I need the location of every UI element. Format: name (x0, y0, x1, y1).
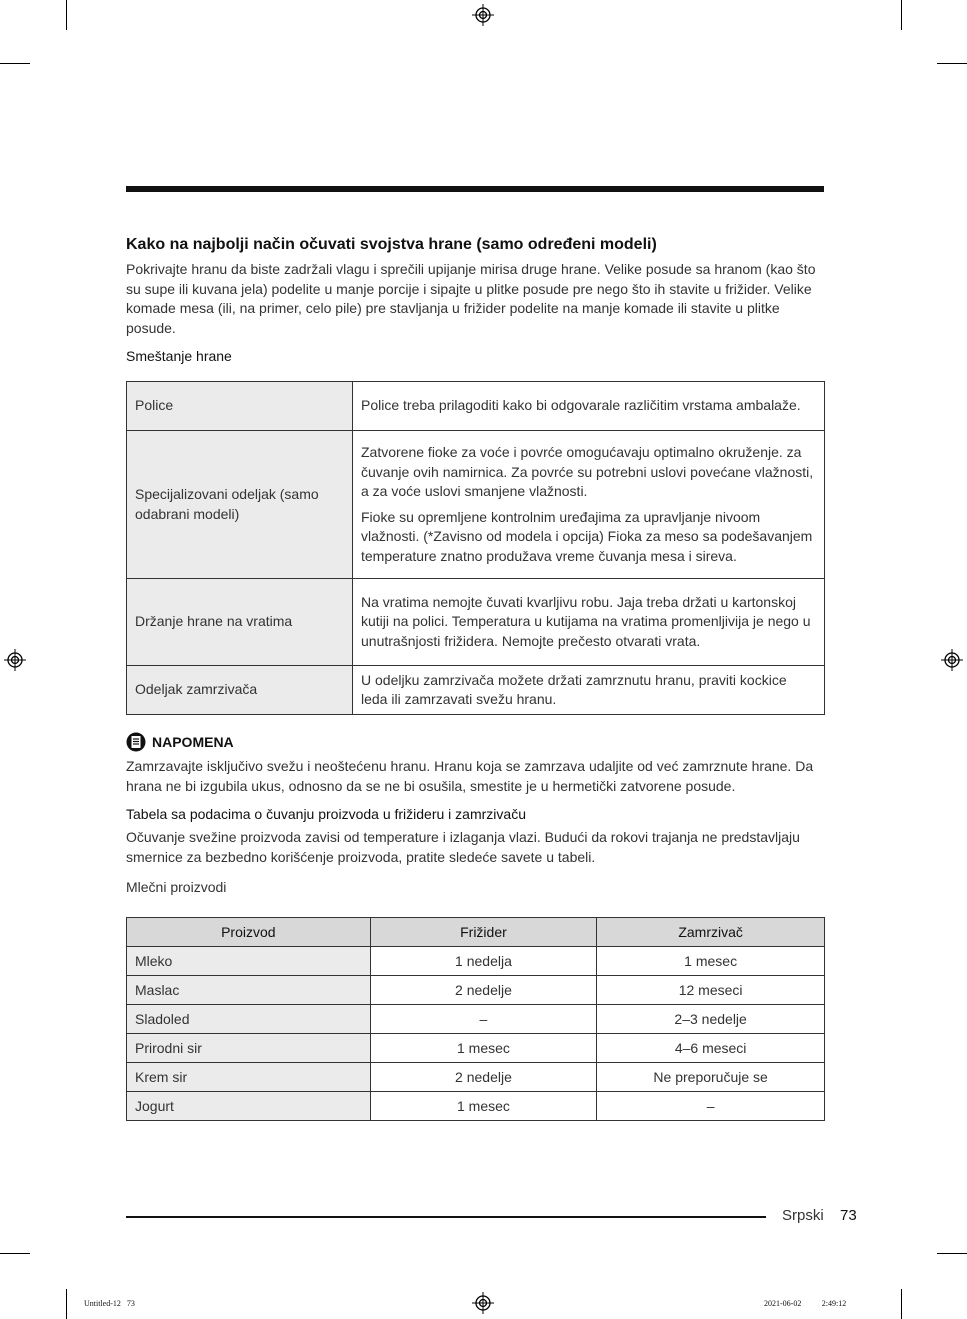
product-cell: Maslac (127, 976, 371, 1005)
crop-mark (937, 1253, 967, 1254)
column-header: Proizvod (127, 918, 371, 947)
freezer-cell: 4–6 meseci (597, 1034, 825, 1063)
freezer-cell: Ne preporučuje se (597, 1063, 825, 1092)
crop-mark (0, 63, 30, 64)
row-value: U odeljku zamrzivača možete držati zamrznutu hranu, praviti kockice leda ili zamrzavati svežu hranu. (353, 666, 825, 715)
note-icon (126, 732, 146, 752)
product-cell: Sladoled (127, 1005, 371, 1034)
row-key: Police (127, 382, 353, 431)
fridge-cell: – (370, 1005, 597, 1034)
product-cell: Prirodni sir (127, 1034, 371, 1063)
placement-title: Smeštanje hrane (126, 348, 232, 364)
crop-mark (901, 0, 902, 30)
row-key: Držanje hrane na vratima (127, 579, 353, 666)
slug-right: 2021-06-02 ￿￿ 2:49:12 (764, 1299, 847, 1308)
registration-mark-icon (4, 649, 26, 671)
table-row (127, 976, 825, 1005)
row-value: Police treba prilagoditi kako bi odgovarale različitim vrstama ambalaže. (353, 382, 825, 431)
registration-mark-icon (472, 1292, 494, 1314)
registration-mark-icon (472, 4, 494, 26)
crop-mark (901, 1289, 902, 1319)
section-heading: Kako na najbolji način očuvati svojstva hrane (samo određeni modeli) (126, 236, 657, 253)
storage-title: Tabela sa podacima o čuvanju proizvoda u frižideru i zamrzivaču (126, 806, 526, 822)
freezer-cell: 2–3 nedelje (597, 1005, 825, 1034)
freezer-cell: 1 mesec (597, 947, 825, 976)
note-label: NAPOMENA (152, 734, 234, 750)
dairy-table (126, 917, 825, 1121)
row-value: Na vratima nemojte čuvati kvarljivu robu. Jaja treba držati u kartonskoj kutiji na polici. Temperatura u kutijama na vratima promenljivija je nego u unutrašnjosti frižidera. Nemojte prečesto otvarati vrata. (353, 579, 825, 666)
column-header: Frižider (370, 918, 597, 947)
placement-table (126, 381, 825, 715)
table-row (127, 1092, 825, 1121)
fridge-cell: 1 mesec (370, 1092, 597, 1121)
freezer-cell: 12 meseci (597, 976, 825, 1005)
storage-intro: Očuvanje svežine proizvoda zavisi od temperature i izlaganja vlazi. Budući da rokovi trajanja ne predstavljaju smernice za bezbedno korišćenje proizvoda, pratite sledeće savete u tabeli. (126, 829, 800, 865)
footer-rule (126, 1216, 766, 1218)
fridge-cell: 1 mesec (370, 1034, 597, 1063)
crop-mark (0, 1253, 30, 1254)
crop-mark (66, 0, 67, 30)
dairy-title: Mlečni proizvodi (126, 879, 227, 895)
table-row (127, 1063, 825, 1092)
slug-left: Untitled-12 73 (84, 1299, 135, 1308)
note-text: Zamrzavajte isključivo svežu i neoštećenu hranu. Hranu koja se zamrzava udaljite od već zamrznute hrane. Da hrana ne bi izgubila ukus, odnosno da se ne bi osušila, smestite je u hermetički zatvorene posude. (126, 758, 814, 794)
table-row (127, 1005, 825, 1034)
crop-mark (937, 63, 967, 64)
freezer-cell: – (597, 1092, 825, 1121)
fridge-cell: 2 nedelje (370, 976, 597, 1005)
note-header (126, 732, 234, 752)
product-cell: Mleko (127, 947, 371, 976)
table-row (127, 666, 825, 715)
fridge-cell: 1 nedelja (370, 947, 597, 976)
table-row (127, 431, 825, 579)
table-row (127, 1034, 825, 1063)
table-header-row (127, 918, 825, 947)
column-header: Zamrzivač (597, 918, 825, 947)
crop-mark (66, 1289, 67, 1319)
table-row (127, 382, 825, 431)
footer-language: Srpski (782, 1207, 824, 1224)
product-cell: Krem sir (127, 1063, 371, 1092)
top-rule (126, 186, 824, 192)
intro-paragraph: Pokrivajte hranu da biste zadržali vlagu i sprečili upijanje mirisa druge hrane. Velike posude sa hranom (kao što su supe ili kuvana jela) podelite u manje porcije i sipajte u plitke posude pre nego što ih stavite u frižider. Velike komade mesa (ili, na primer, celo pile) pre stavljanja u frižider podelite na manje komade ili stavite u plitke posude. (126, 261, 816, 336)
row-key: Specijalizovani odeljak (samo odabrani modeli) (127, 431, 353, 579)
registration-mark-icon (941, 649, 963, 671)
table-row (127, 579, 825, 666)
fridge-cell: 2 nedelje (370, 1063, 597, 1092)
row-key: Odeljak zamrzivača (127, 666, 353, 715)
table-row (127, 947, 825, 976)
page-number: 73 (840, 1207, 857, 1224)
row-value: Zatvorene fioke za voće i povrće omogućavaju optimalno okruženje. za čuvanje ovih namirnica. Za povrće su potrebni uslovi povećane vlažnosti, a za voće uslovi smanjene vlažnosti. Fioke su opremljene kontrolnim uređajima za upravljanje nivoom vlažnosti. (*Zavisno od modela i opcija) Fioka za meso sa podešavanjem temperature znatno produžava vreme čuvanja mesa i sireva. (353, 431, 825, 579)
product-cell: Jogurt (127, 1092, 371, 1121)
